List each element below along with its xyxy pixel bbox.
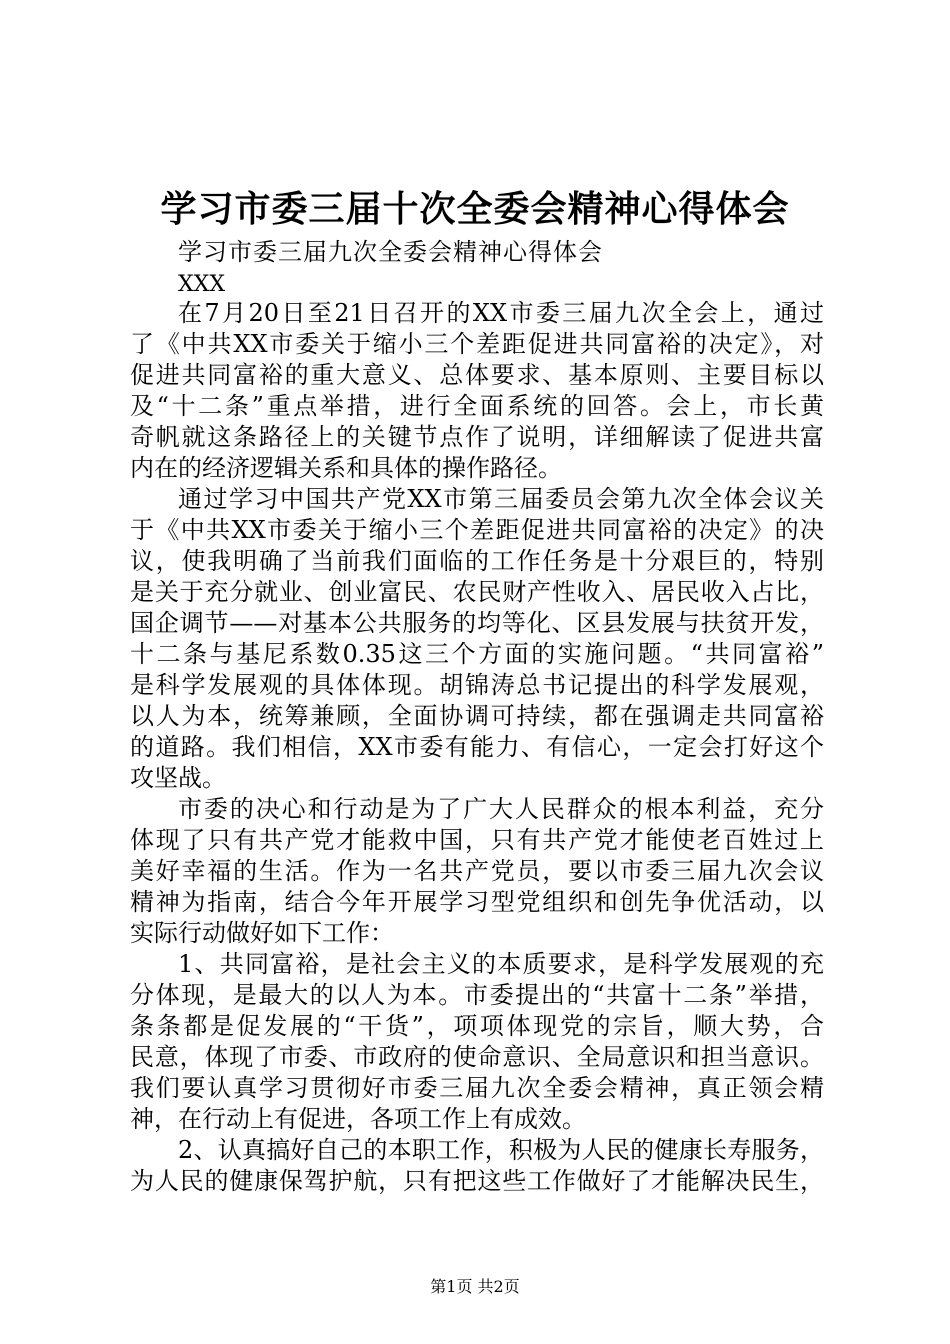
document-title: 学习市委三届十次全委会精神心得体会	[160, 188, 790, 230]
body-line: 以人为本，统筹兼顾，全面协调可持续，都在强调走共同富裕	[130, 702, 824, 730]
page-footer: 第1页 共2页	[430, 1277, 520, 1296]
body-line: 及“十二条”重点举措，进行全面系统的回答。会上，市长黄	[130, 392, 824, 420]
body-line: 的道路。我们相信，XX市委有能力、有信心，一定会打好这个	[130, 733, 824, 761]
body-line: 神，在行动上有促进，各项工作上有成效。	[130, 1105, 586, 1133]
body-line: 实际行动做好如下工作：	[130, 919, 394, 947]
body-line: 是科学发展观的具体体现。胡锦涛总书记提出的科学发展观，	[130, 671, 824, 699]
body-line: 议，使我明确了当前我们面临的工作任务是十分艰巨的，特别	[130, 547, 824, 575]
body-line: 美好幸福的生活。作为一名共产党员，要以市委三届九次会议	[130, 857, 824, 885]
document-author: XXX	[178, 272, 225, 297]
body-line: 通过学习中国共产党XX市第三届委员会第九次全体会议关	[178, 485, 824, 513]
body-line: 内在的经济逻辑关系和具体的操作路径。	[130, 454, 562, 482]
body-line: 促进共同富裕的重大意义、总体要求、基本原则、主要目标以	[130, 361, 824, 389]
body-line: 十二条与基尼系数0.35这三个方面的实施问题。“共同富裕”	[130, 640, 824, 668]
document-subtitle: 学习市委三届九次全委会精神心得体会	[178, 238, 603, 266]
body-line: 国企调节——对基本公共服务的均等化、区县发展与扶贫开发，	[130, 609, 824, 637]
body-line: 市委的决心和行动是为了广大人民群众的根本利益，充分	[178, 795, 824, 823]
body-line: 民意，体现了市委、市政府的使命意识、全局意识和担当意识。	[130, 1043, 824, 1071]
body-line: 为人民的健康保驾护航，只有把这些工作做好了才能解决民生，	[130, 1167, 824, 1195]
body-line: 体现了只有共产党才能救中国，只有共产党才能使老百姓过上	[130, 826, 824, 854]
body-line: 分体现，是最大的以人为本。市委提出的“共富十二条”举措，	[130, 981, 824, 1009]
body-line: 了《中共XX市委关于缩小三个差距促进共同富裕的决定》，对	[130, 330, 824, 358]
body-line: 于《中共XX市委关于缩小三个差距促进共同富裕的决定》的决	[130, 516, 824, 544]
body-line: 条条都是促发展的“干货”，项项体现党的宗旨，顺大势，合	[130, 1012, 824, 1040]
body-line: 1、共同富裕，是社会主义的本质要求，是科学发展观的充	[178, 950, 824, 978]
document-body	[130, 298, 824, 1197]
body-line: 2、认真搞好自己的本职工作，积极为人民的健康长寿服务，	[178, 1136, 824, 1164]
body-line: 在7月20日至21日召开的XX市委三届九次全会上，通过	[178, 299, 824, 327]
body-line: 我们要认真学习贯彻好市委三届九次全委会精神，真正领会精	[130, 1074, 824, 1102]
body-line: 攻坚战。	[130, 764, 226, 792]
body-line: 奇帆就这条路径上的关键节点作了说明，详细解读了促进共富	[130, 423, 824, 451]
body-line: 是关于充分就业、创业富民、农民财产性收入、居民收入占比，	[130, 578, 824, 606]
body-line: 精神为指南，结合今年开展学习型党组织和创先争优活动，以	[130, 888, 824, 916]
